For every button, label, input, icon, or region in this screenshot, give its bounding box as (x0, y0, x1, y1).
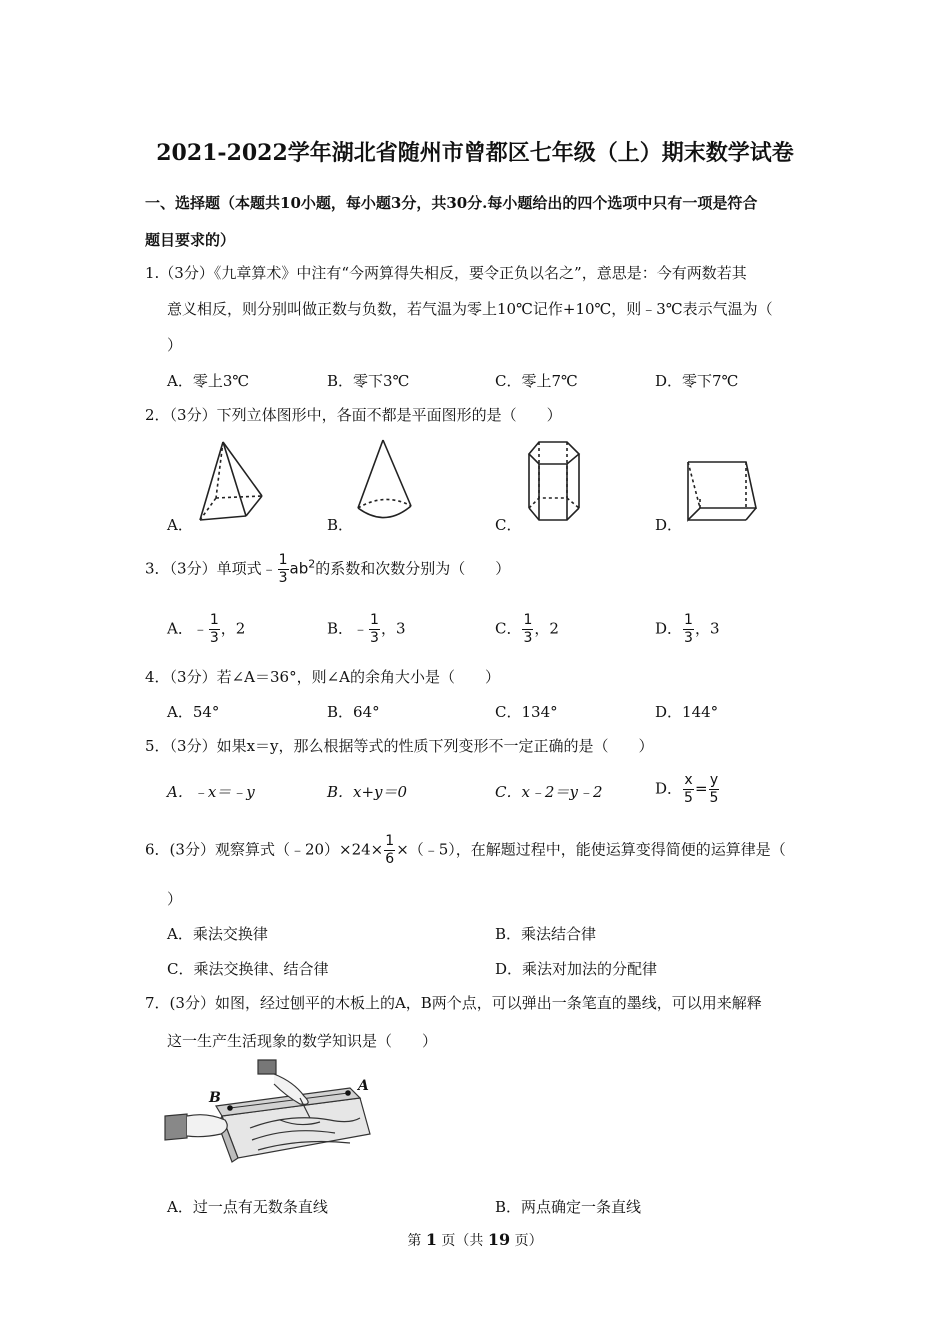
q6-text (145, 833, 786, 868)
q4-option-b: B．64° (327, 703, 380, 721)
q6-fraction (384, 833, 395, 868)
q3-frac-den: 3 (278, 570, 288, 586)
q3-a-tail: ，2 (220, 619, 246, 638)
q3-a-den: 3 (209, 630, 219, 646)
footer-total-pages: 19 (487, 1230, 511, 1249)
q2-option-b-label: B． (327, 516, 354, 534)
q2-text: 2．（3分）下列立体图形中，各面不都是平面图形的是（ ） (145, 406, 562, 424)
section-heading-cont: 题目要求的） (145, 231, 236, 249)
q6-frac-den: 6 (385, 851, 395, 867)
q4-option-c: C．134° (495, 703, 558, 721)
q1-option-b: B．零下3℃ (327, 372, 410, 390)
q3-a-fraction (209, 612, 220, 647)
q3-b-tail: ，3 (380, 619, 406, 638)
q3-d-num: 1 (684, 612, 693, 628)
cone-icon (355, 438, 415, 526)
q5-d-equals: = (694, 779, 708, 798)
q3-b-den: 3 (370, 630, 379, 646)
q6-option-b: B．乘法结合律 (495, 925, 597, 943)
page-footer (0, 1230, 950, 1250)
q3-a-label: A． (167, 619, 193, 638)
q6-option-d: D．乘法对加法的分配律 (495, 960, 658, 978)
q5-text: 5．（3分）如果x＝y，那么根据等式的性质下列变形不一定正确的是（ ） (145, 737, 654, 755)
q3-c-label: C． (495, 619, 522, 638)
q6-option-c: C．乘法交换律、结合律 (167, 960, 329, 978)
q3-text (145, 552, 510, 587)
q1-option-c: C．零上7℃ (495, 372, 578, 390)
q3-c-fraction (522, 612, 533, 647)
q4-option-a: A．54° (167, 703, 220, 721)
q3-coefficient-fraction (278, 552, 289, 587)
q7-option-b: B．两点确定一条直线 (495, 1198, 642, 1216)
q6-prefix: 6．(3分）观察算式（﹣20）×24× (145, 840, 384, 859)
q3-option-b (327, 612, 406, 647)
q3-c-den: 3 (523, 630, 533, 646)
q5-d-num-right: y (709, 772, 719, 788)
pyramid-icon (190, 440, 270, 525)
q5-option-d (655, 772, 720, 807)
point-b-label: B (209, 1090, 221, 1106)
footer-mid: 页（共 (436, 1233, 488, 1249)
q5-d-den-right: 5 (709, 790, 719, 806)
q5-d-fraction-left (683, 772, 694, 807)
footer-page-number: 1 (425, 1230, 437, 1249)
q5-option-a: A．﹣x＝﹣y (167, 783, 255, 801)
wooden-board-illustration (160, 1058, 380, 1168)
q7-option-a: A．过一点有无数条直线 (167, 1198, 328, 1216)
q3-d-tail: ，3 (694, 619, 720, 638)
q3-suffix: 的系数和次数分别为（ ） (315, 559, 511, 578)
q6-option-a: A．乘法交换律 (167, 925, 268, 943)
q3-a-sign: ﹣ (192, 619, 208, 638)
q5-d-num-left: x (684, 772, 693, 788)
q6-line2: ） (167, 890, 183, 908)
q3-b-sign: ﹣ (353, 619, 369, 638)
q5-option-b: B．x+y＝0 (327, 783, 408, 801)
q3-prefix: 3．（3分）单项式 (145, 559, 262, 578)
q3-variables: ab (289, 559, 309, 578)
page-title: 2021-2022学年湖北省随州市曾都区七年级（上）期末数学试卷 (156, 140, 794, 166)
q3-b-num: 1 (370, 612, 379, 628)
q3-d-den: 3 (684, 630, 693, 646)
q1-option-d: D．零下7℃ (655, 372, 739, 390)
q5-d-fraction-right (709, 772, 720, 807)
section-heading: 一、选择题（本题共10小题，每小题3分，共30分.每小题给出的四个选项中只有一项是符合 (145, 194, 758, 212)
q1-option-a: A．零上3℃ (167, 372, 250, 390)
q6-frac-num: 1 (385, 833, 395, 849)
q7-line2: 这一生产生活现象的数学知识是（ ） (167, 1032, 438, 1050)
q3-option-a (167, 612, 245, 647)
q5-d-label: D． (655, 779, 683, 798)
q3-exponent: 2 (308, 557, 316, 571)
q6-suffix: ×（﹣5），在解题过程中，能使运算变得简便的运算律是（ (396, 840, 786, 859)
q5-d-den-left: 5 (684, 790, 693, 806)
q3-b-fraction (369, 612, 380, 647)
q2-option-c-label: C． (495, 516, 522, 534)
q3-a-num: 1 (209, 612, 219, 628)
q1-line3: ） (167, 336, 183, 354)
prism-icon (684, 458, 760, 524)
q3-d-label: D． (655, 619, 683, 638)
q1-line2: 意义相反，则分别叫做正数与负数，若气温为零上10℃记作+10℃，则﹣3℃表示气温为（ (167, 300, 773, 318)
footer-pre: 第 (407, 1233, 426, 1249)
q3-option-c (495, 612, 559, 647)
q7-line1: 7．(3分）如图，经过刨平的木板上的A，B两个点，可以弹出一条笔直的墨线，可以用来解释 (145, 994, 762, 1012)
q3-option-d (655, 612, 720, 647)
q3-c-num: 1 (523, 612, 533, 628)
q3-frac-num: 1 (278, 552, 288, 568)
q5-option-c: C．x﹣2＝y﹣2 (495, 783, 603, 801)
q2-option-a-label: A． (167, 516, 193, 534)
q3-d-fraction (683, 612, 694, 647)
q3-sign: ﹣ (261, 559, 277, 578)
point-a-label: A (358, 1078, 369, 1094)
q4-text: 4．（3分）若∠A＝36°，则∠A的余角大小是（ ） (145, 668, 500, 686)
q4-option-d: D．144° (655, 703, 719, 721)
q3-c-tail: ，2 (534, 619, 559, 638)
footer-post: 页） (510, 1233, 543, 1249)
q1-line1: 1.（3分）《九章算术》中注有“今两算得失相反，要令正负以名之”，意思是：今有两数若其 (145, 264, 747, 282)
hexagonal-prism-icon (525, 440, 585, 525)
q3-b-label: B． (327, 619, 354, 638)
q2-option-d-label: D． (655, 516, 683, 534)
